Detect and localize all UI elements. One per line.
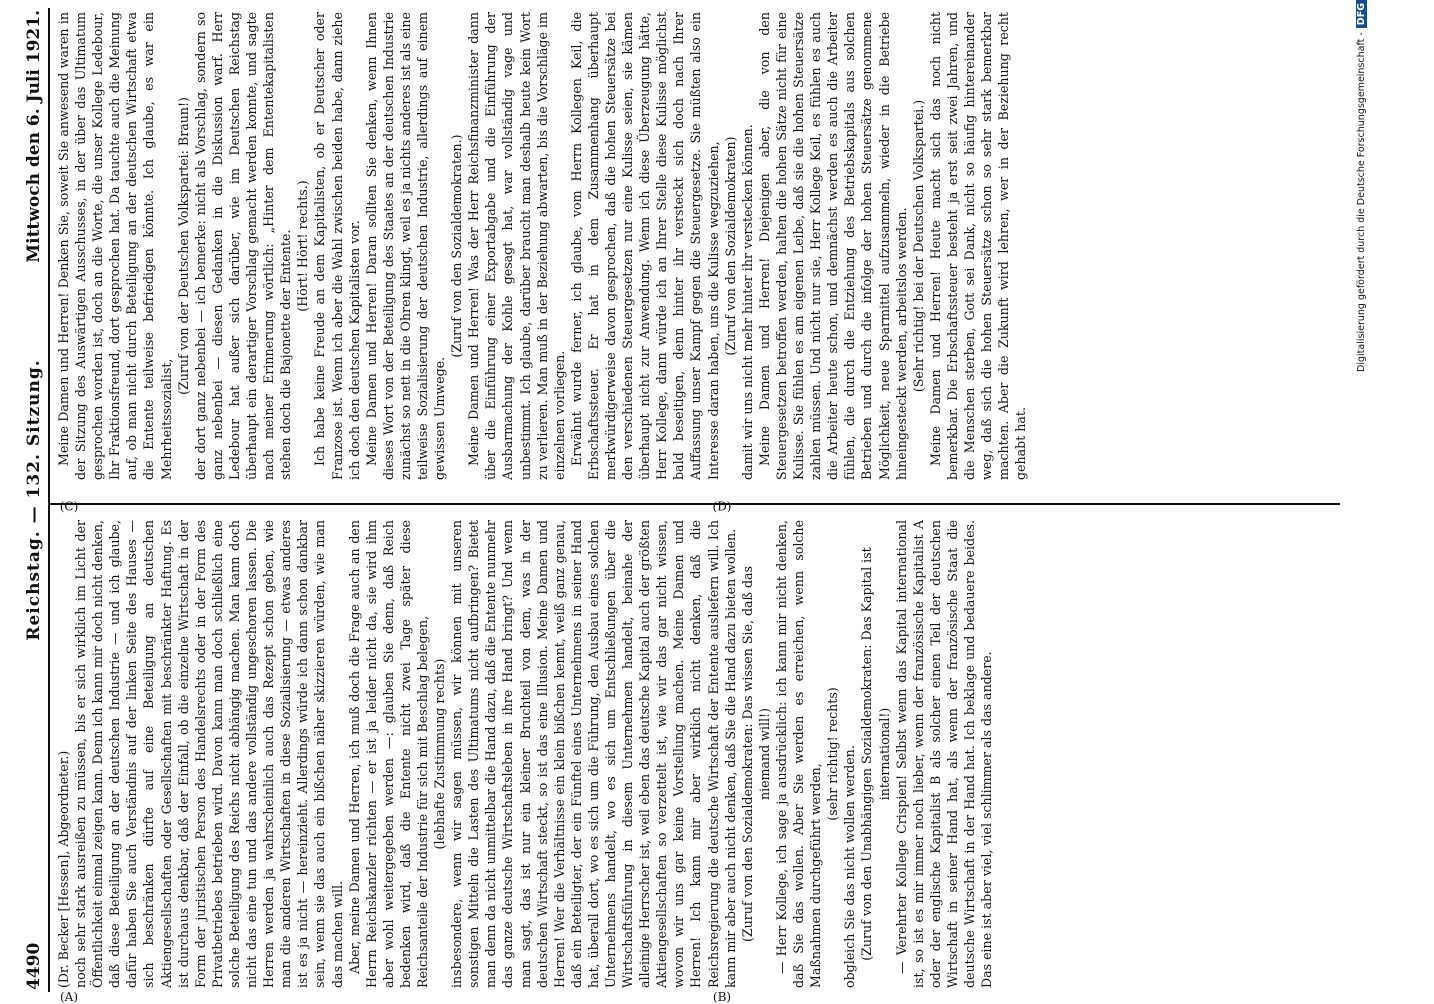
interjection: (Hört! Hört! rechts.) — [295, 180, 311, 312]
left-column — [55, 520, 1335, 988]
interjection: (Zuruf von den Sozialdemokraten) — [722, 136, 738, 356]
paragraph: Meine Damen und Herren! Was der Herr Reichsfinanzminister dann über die Einführung einer Exportabgabe und die Einführung der Ausbarmachung der Kohle gesagt hat, war vollständig vage und unbestimmt. Ich glaube, darüber braucht man deshalb heute kein Wort zu verlieren. Man muß in der Beziehung abwarten, bis die Vorschläge im einzelnen vorliegen. — [466, 12, 567, 480]
paragraph: Erwähnt wurde ferner, ich glaube, vom Herrn Kollegen Keil, die Erbschaftssteuer. Er hat in dem Zusammenhang überhaupt merkwürdigerweise davon gesprochen, daß die hohen Steuersätze bei den verschiedenen Steuergesetzen nur eine Kulisse seien, sie kämen überhaupt nicht zur Anwendung. Wenn ich diese Überzeugung hätte, Herr Kollege, dann würde ich an Ihrer Stelle diese Kulisse möglichst bald beseitigen, denn hinter ihr versteckt sich doch nach Ihrer Auffassung unser Kampf gegen die Steuergesetze. Sie müßten also ein Interesse daran haben, uns die Kulisse wegzuziehen, — [568, 12, 721, 480]
paragraph: damit wir uns nicht mehr hinter ihr verstecken können. — [739, 124, 755, 480]
interjection: (Zuruf von der Deutschen Volkspartei: Braun!) — [175, 97, 191, 395]
header-rule — [48, 8, 50, 992]
paragraph: Aber, meine Damen und Herren, ich muß doch die Frage auch an den Herrn Reichskanzler richten — er ist ja leider nicht da, sie wird ihm aber wohl weitergegeben werden —: glauben Sie denn, daß Reich bedenken wird, daß die Entente nicht zwei Tage später diese Reichsanteile der Industrie für sich mit Beschlag belegen, — [346, 520, 430, 988]
paragraph: noch sehr stark ausreißen zu müssen, bis er sich wirklich im Licht der Öffentlichkeit einmal zeigen kann. Denn ich kann mir doch nicht denken, daß diese Beteiligung an der deutschen Industrie — und ich glaube, dafür haben Sie auch Verständnis auf der linken Seite des Hauses — sich beschränken dürfte auf eine Beteiligung an deutschen Aktiengesellschaften oder Gesellschaften mit beschränkter Haftung. Es ist durchaus denkbar, daß der Einfall, ob die einzelne Wirtschaft in der Form der juristischen Person des Handelsrechts oder in der Form des Privatbetriebes betrieben wird. Davon kann man doch schließlich eine solche Beteiligung des Reichs nicht abhängig machen. Man kann doch nicht das eine tun und das andere vollständig ungeschoren lassen. Die Herren werden ja wahrscheinlich auch das Rezept schon geben, wie man die anderen Wirtschaften in diese Sozialisierung — etwas anderes ist es ja nicht — hereinzieht. Allerdings würde ich dann schon dankbar sein, wenn sie das auch ein bißchen näher skizzieren würden, wie man das machen will. — [73, 520, 345, 988]
margin-marker-d: (D) — [712, 499, 732, 514]
right-column — [55, 12, 1335, 480]
paragraph: — Herr Kollege, ich sage ja ausdrücklich: ich kann mir nicht denken, daß Sie das wollen. Aber Sie werden es erreichen, wenn solche Maßnahmen durchgeführt werden, — [773, 520, 824, 988]
paragraph: Ich habe keine Freude an dem Kapitalisten, ob er Deutscher oder Franzose ist. Wenn ich aber die Wahl zwischen beiden habe, dann ziehe ich doch den deutschen Kapitalisten vor. — [312, 12, 362, 480]
paragraph: — Verehrter Kollege Crispien! Selbst wenn das Kapital international ist, so ist es mir immer noch lieber, wenn der französische Kapitalist A oder der englische Kapitalist B als solcher einen Teil der deutschen Wirtschaft in seiner Hand hat, als wenn der französische Staat die deutsche Wirtschaft in der Hand hat. Ich beklage und bedauere beides. Das eine ist aber viel, viel schlimmer als das andere. — [893, 520, 995, 988]
interjection: (sehr richtig! rechts) — [825, 687, 841, 821]
dfg-logo: DFG — [1356, 0, 1367, 28]
column-divider — [50, 503, 1340, 505]
margin-marker-a: (A) — [59, 989, 79, 1004]
interjection: (Zuruf von den Sozialdemokraten.) — [449, 134, 465, 358]
speaker-line: (Dr. Becker [Hessen], Abgeordneter.) — [56, 750, 71, 988]
paragraph: obgleich Sie das nicht wollen werden. — [842, 745, 858, 988]
header-date: Mittwoch den 6. Juli 1921. — [24, 10, 44, 263]
digitization-credit — [1356, 0, 1370, 1000]
page-number: 4490 — [24, 942, 44, 990]
interjection: (Zuruf von den Sozialdemokraten: Das wissen Sie, daß das niemand will!) — [739, 566, 772, 942]
header-title: Reichstag. — 132. Sitzung. — [24, 359, 44, 641]
interjection: (Sehr richtig! bei der Deutschen Volkspartei.) — [910, 99, 926, 393]
paragraph: der dort ganz nebenbei — ich bemerke: nicht als Vorschlag, sondern so ganz nebenbei — diesen Gedanken in die Diskussion warf. Herr Ledebour hat außer sich darüber, wie im Deutschen Reichstag überhaupt ein derartiger Vorschlag gemacht werden konnte, und sagte nach meiner Erinnerung wörtlich: „Hinter dem Ententekapitalisten stehen doch die Bajonette der Entente. — [192, 12, 294, 480]
margin-marker-b: (B) — [712, 989, 732, 1004]
running-header — [20, 0, 50, 1000]
paragraph: insbesondere, wenn wir sagen müssen, wir können mit unseren sonstigen Mitteln die Lasten des Ultimatums nicht aufbringen? Bietet man denn da nicht unmittelbar die Hand dazu, daß die Entente nunmehr das ganze deutsche Wirtschaftsleben in ihre Hand bringt? Und wenn man sagt, das ist nur ein kleiner Bruchteil von dem, was in der deutschen Wirtschaft steckt, so ist das eine Illusion. Meine Damen und Herren! Wer die Verhältnisse ein klein bißchen kennt, weiß ganz genau, daß ein Beteiligter, der ein Fünftel eines Unternehmens in seiner Hand hat, überall dort, wo es sich um die Führung, den Ausbau eines solchen Unternehmens handelt, wo es sich um Entschließungen über die Wirtschaftsführung in diesem Unternehmen handelt, beinahe der alleinige Herrscher ist, weil eben das deutsche Kapital auch der größten Aktiengesellschaften so verzettelt ist, wie wir das gar nicht wissen, wovon wir uns gar keine Vorstellung machen. Meine Damen und Herren! Ich kann mir aber wirklich nicht denken, daß die Reichsregierung die deutsche Wirtschaft der Entente ausliefern will. Ich kann mir aber auch nicht denken, daß Sie die Hand dazu bieten wollen. — [449, 520, 738, 988]
margin-marker-c: (C) — [59, 499, 79, 514]
credit-text: Digitalisierung gefördert durch die Deutsche Forschungsgemeinschaft - — [1356, 32, 1367, 372]
interjection: (lebhafte Zustimmung rechts) — [432, 658, 448, 850]
paragraph: Meine Damen und Herren! Heute macht sich das noch nicht bemerkbar. Die Erbschaftssteuer besteht ja erst seit zwei Jahren, und die Menschen sterben, Gott sei Dank, nicht so häufig hintereinander weg, daß sich die hohen Steuersätze schon so sehr stark bemerkbar machten. Aber die Zukunft wird lehren, wer in der Beziehung recht gehabt hat. — [927, 12, 1029, 480]
paragraph: Meine Damen und Herren! Daran sollten Sie denken, wenn Ihnen dieses Wort von der Beteiligung des Staates an der deutschen Industrie zunächst so nett in die Ohren klingt, weil es ja nichts anderes ist als eine teilweise Sozialisierung der deutschen Industrie, allerdings auf einem gewissen Umwege. — [363, 12, 448, 480]
paragraph: Meine Damen und Herren! Denken Sie, soweit Sie anwesend waren in der Sitzung des Auswärtigen Ausschusses, in der über das Ultimatum gesprochen worden ist, doch an die Worte, die unser Kollege Ledebour, Ihr Fraktionsfreund, dort gesprochen hat. Da tauchte auch die Meinung auf, ob man nicht durch Beteiligung an der deutschen Wirtschaft etwa die Entente teilweise befriedigen könnte. Ich glaube, es war ein Mehrheitssozialist, — [56, 12, 174, 480]
interjection: (Zuruf von den Unabhängigen Sozialdemokraten: Das Kapital ist international!) — [859, 547, 892, 961]
paragraph: Meine Damen und Herren! Diejenigen aber, die von den Steuergesetzen betroffen werden, halten die hohen Sätze nicht für eine Kulisse. Sie fühlen es am eigenen Leibe, daß sie die hohen Steuersätze zahlen müssen. Und nicht nur sie, Herr Kollege Keil, es fühlen es auch die Arbeiter heute schon, und demnächst werden es auch die Arbeiter fühlen, die durch die Entziehung des Betriebskapitals aus solchen Betrieben und durch die infolge der hohen Steuersätze genommene Möglichkeit, neue Sparmittel aufzusammeln, wieder in die Betriebe hineingesteckt werden, arbeitslos werden. — [756, 12, 909, 480]
